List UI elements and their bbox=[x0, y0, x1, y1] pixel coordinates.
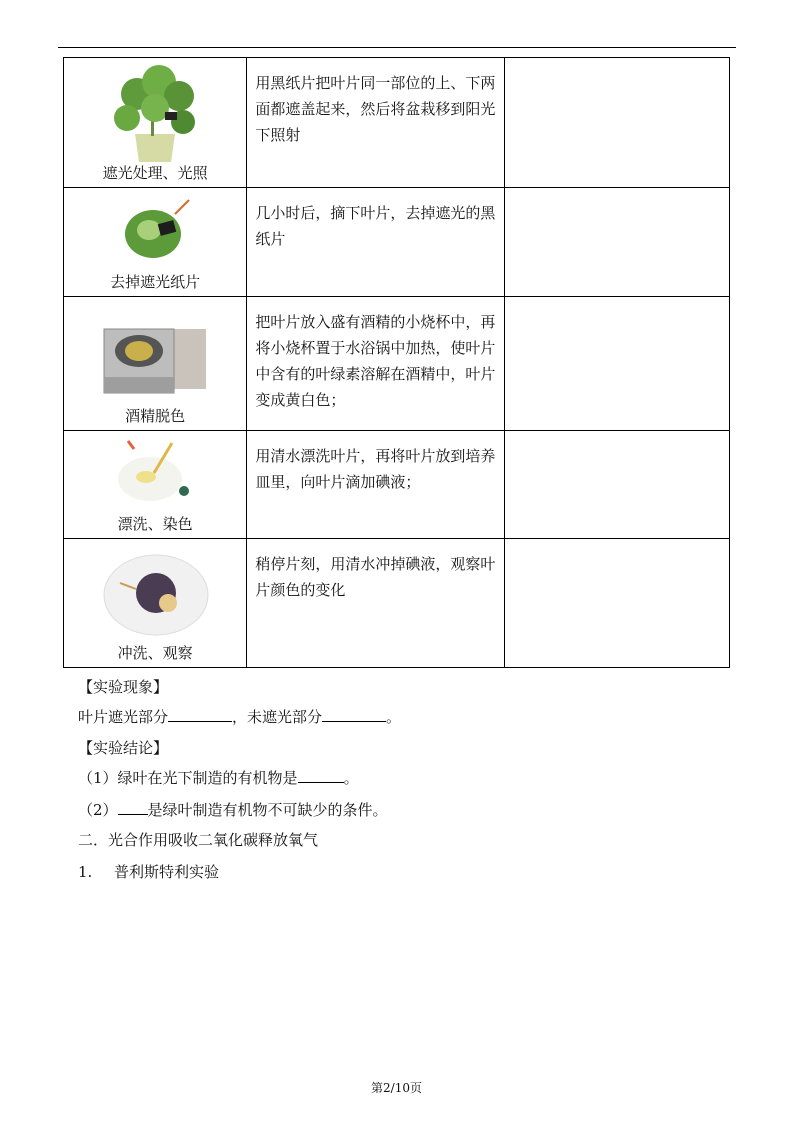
item-number: （2） bbox=[78, 801, 118, 819]
step-image-cell bbox=[64, 297, 247, 431]
phenomenon-line bbox=[78, 706, 401, 727]
step-image-cell bbox=[64, 58, 247, 188]
table-row bbox=[64, 58, 730, 188]
water-bath-image bbox=[102, 325, 208, 399]
item-number: 1. bbox=[78, 863, 93, 881]
table-row bbox=[64, 297, 730, 431]
rinse-and-stain-image bbox=[110, 435, 200, 505]
section-heading: 二．光合作用吸收二氧化碳释放氧气 bbox=[78, 831, 319, 849]
fill-blank[interactable] bbox=[298, 782, 344, 783]
fill-blank[interactable] bbox=[168, 721, 232, 722]
step-description: 用清水漂洗叶片，再将叶片放到培养皿里，向叶片滴加碘液； bbox=[247, 431, 505, 539]
step-caption: 遮光处理、光照 bbox=[102, 164, 208, 182]
phenomenon-text-1: 叶片遮光部分 bbox=[78, 708, 169, 726]
step-caption: 漂洗、染色 bbox=[117, 515, 193, 533]
step-description: 用黑纸片把叶片同一部位的上、下两面都遮盖起来，然后将盆栽移到阳光下照射 bbox=[247, 58, 505, 188]
experiment-steps-table bbox=[63, 57, 730, 668]
step-description: 把叶片放入盛有酒精的小烧杯中，再将小烧杯置于水浴锅中加热，使叶片中含有的叶绿素溶解在酒精中，叶片变成黄白色； bbox=[247, 297, 505, 431]
phenomenon-text-2: ，未遮光部分 bbox=[232, 708, 323, 726]
fill-blank[interactable] bbox=[322, 721, 386, 722]
phenomenon-heading: 【实验现象】 bbox=[78, 678, 169, 696]
answer-cell bbox=[504, 297, 729, 431]
fill-blank[interactable] bbox=[118, 814, 148, 815]
answer-cell bbox=[504, 58, 729, 188]
step-caption: 去掉遮光纸片 bbox=[110, 273, 201, 291]
item-end: 。 bbox=[343, 769, 359, 787]
item-text: 普利斯特利实验 bbox=[114, 863, 220, 881]
step-description: 稍停片刻，用清水冲掉碘液，观察叶片颜色的变化 bbox=[247, 539, 505, 668]
potted-plant-image bbox=[107, 64, 203, 162]
section-item bbox=[78, 861, 219, 882]
step-image-cell bbox=[64, 431, 247, 539]
answer-cell bbox=[504, 539, 729, 668]
page-number: 第2/10页 bbox=[371, 1081, 422, 1095]
step-description: 几小时后，摘下叶片，去掉遮光的黑纸片 bbox=[247, 188, 505, 297]
leaf-with-paper-image bbox=[115, 196, 195, 262]
step-image-cell bbox=[64, 188, 247, 297]
item-text: 绿叶在光下制造的有机物是 bbox=[117, 769, 298, 787]
item-number: （1） bbox=[78, 769, 118, 787]
conclusion-heading: 【实验结论】 bbox=[78, 739, 169, 757]
answer-cell bbox=[504, 431, 729, 539]
answer-cell bbox=[504, 188, 729, 297]
table-row bbox=[64, 539, 730, 668]
conclusion-item-2 bbox=[78, 799, 388, 820]
observe-leaf-image bbox=[100, 547, 210, 637]
conclusion-item-1 bbox=[78, 767, 359, 788]
item-text: 是绿叶制造有机物不可缺少的条件。 bbox=[147, 801, 388, 819]
step-image-cell bbox=[64, 539, 247, 668]
step-caption: 冲洗、观察 bbox=[117, 644, 193, 662]
phenomenon-text-3: 。 bbox=[386, 708, 402, 726]
header-rule bbox=[58, 47, 736, 48]
table-row bbox=[64, 431, 730, 539]
table-row bbox=[64, 188, 730, 297]
step-caption: 酒精脱色 bbox=[125, 407, 186, 425]
